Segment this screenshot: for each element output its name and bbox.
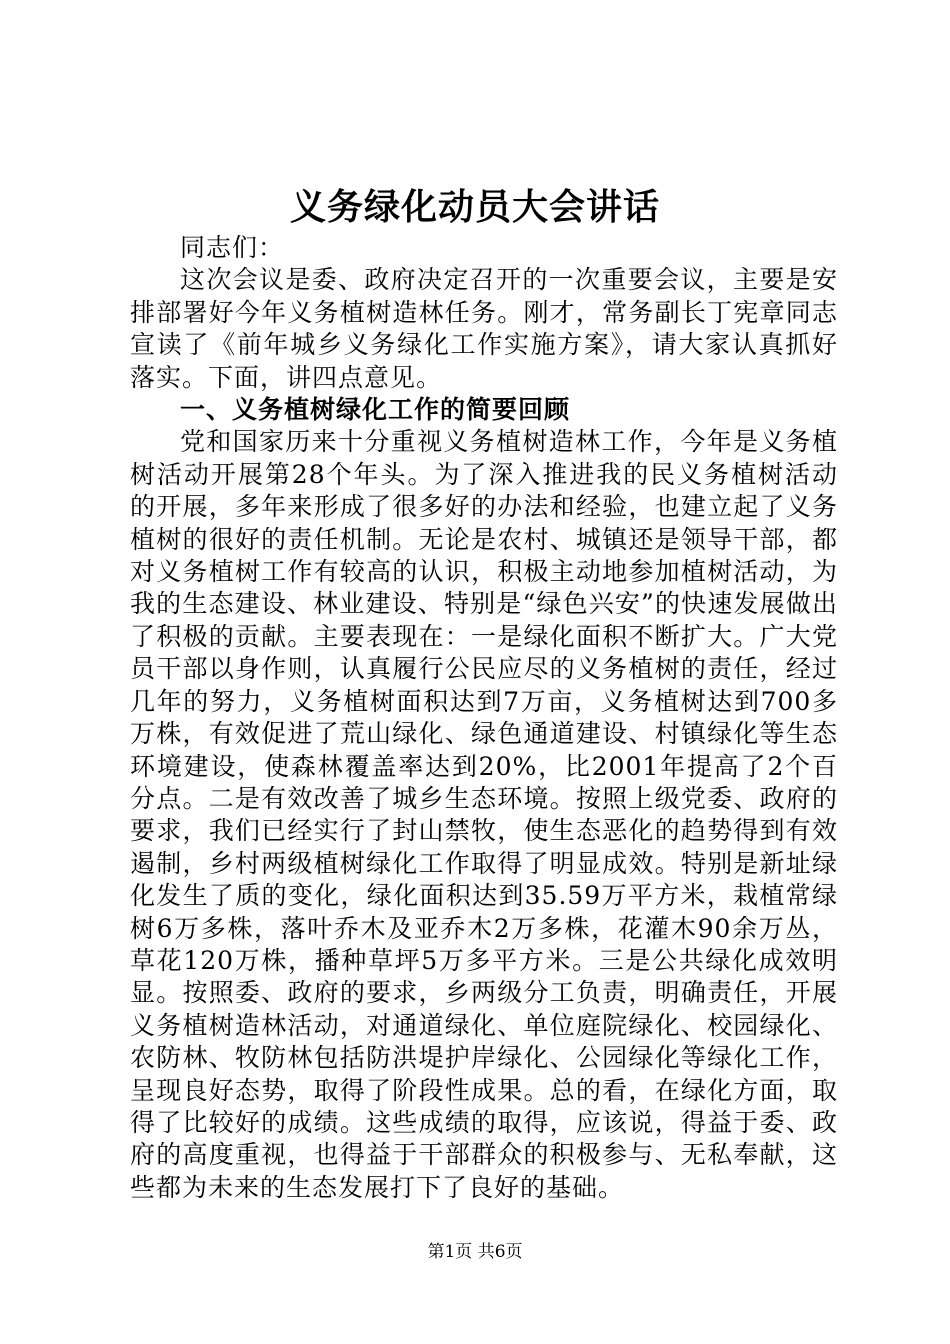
greeting-paragraph: 同志们： xyxy=(180,233,285,262)
document-body xyxy=(130,232,838,1204)
section-heading: 一、义务植树绿化工作的简要回顾 xyxy=(180,395,571,425)
page-footer: 第1页 共6页 xyxy=(427,1242,523,1262)
intro-paragraph: 这次会议是委、政府决定召开的一次重要会议，主要是安排部署好今年义务植树造林任务。刚才，常务副长丁宪章同志宣读了《前年城乡义务绿化工作实施方案》，请大家认真抓好落实。下面，讲四点意见。 xyxy=(130,265,838,392)
section-body-paragraph: 党和国家历来十分重视义务植树造林工作，今年是义务植树活动开展第28个年头。为了深入推进我的民义务植树活动的开展，多年来形成了很多好的办法和经验，也建立起了义务植树的很好的责任机制。无论是农村、城镇还是领导干部，都对义务植树工作有较高的认识，积极主动地参加植树活动，为我的生态建设、林业建设、特别是“绿色兴安”的快速发展做出了积极的贡献。主要表现在：一是绿化面积不断扩大。广大党员干部以身作则，认真履行公民应尽的义务植树的责任，经过几年的努力，义务植树面积达到7万亩，义务植树达到700多万株，有效促进了荒山绿化、绿色通道建设、村镇绿化等生态环境建设，使森林覆盖率达到20%，比2001年提高了2个百分点。二是有效改善了城乡生态环境。按照上级党委、政府的要求，我们已经实行了封山禁牧，使生态恶化的趋势得到有效遏制，乡村两级植树绿化工作取得了明显成效。特别是新址绿化发生了质的变化，绿化面积达到35.59万平方米，栽植常绿树6万多株，落叶乔木及亚乔木2万多株，花灌木90余万丛，草花120万株，播种草坪5万多平方米。三是公共绿化成效明显。按照委、政府的要求，乡两级分工负责，明确责任，开展义务植树造林活动，对通道绿化、单位庭院绿化、校园绿化、农防林、牧防林包括防洪堤护岸绿化、公园绿化等绿化工作，呈现良好态势，取得了阶段性成果。总的看，在绿化方面，取得了比较好的成绩。这些成绩的取得，应该说，得益于委、政府的高度重视，也得益于干部群众的积极参与、无私奉献，这些都为未来的生态发展打下了良好的基础。 xyxy=(130,427,838,1202)
document-title: 义务绿化动员大会讲话 xyxy=(289,187,660,228)
